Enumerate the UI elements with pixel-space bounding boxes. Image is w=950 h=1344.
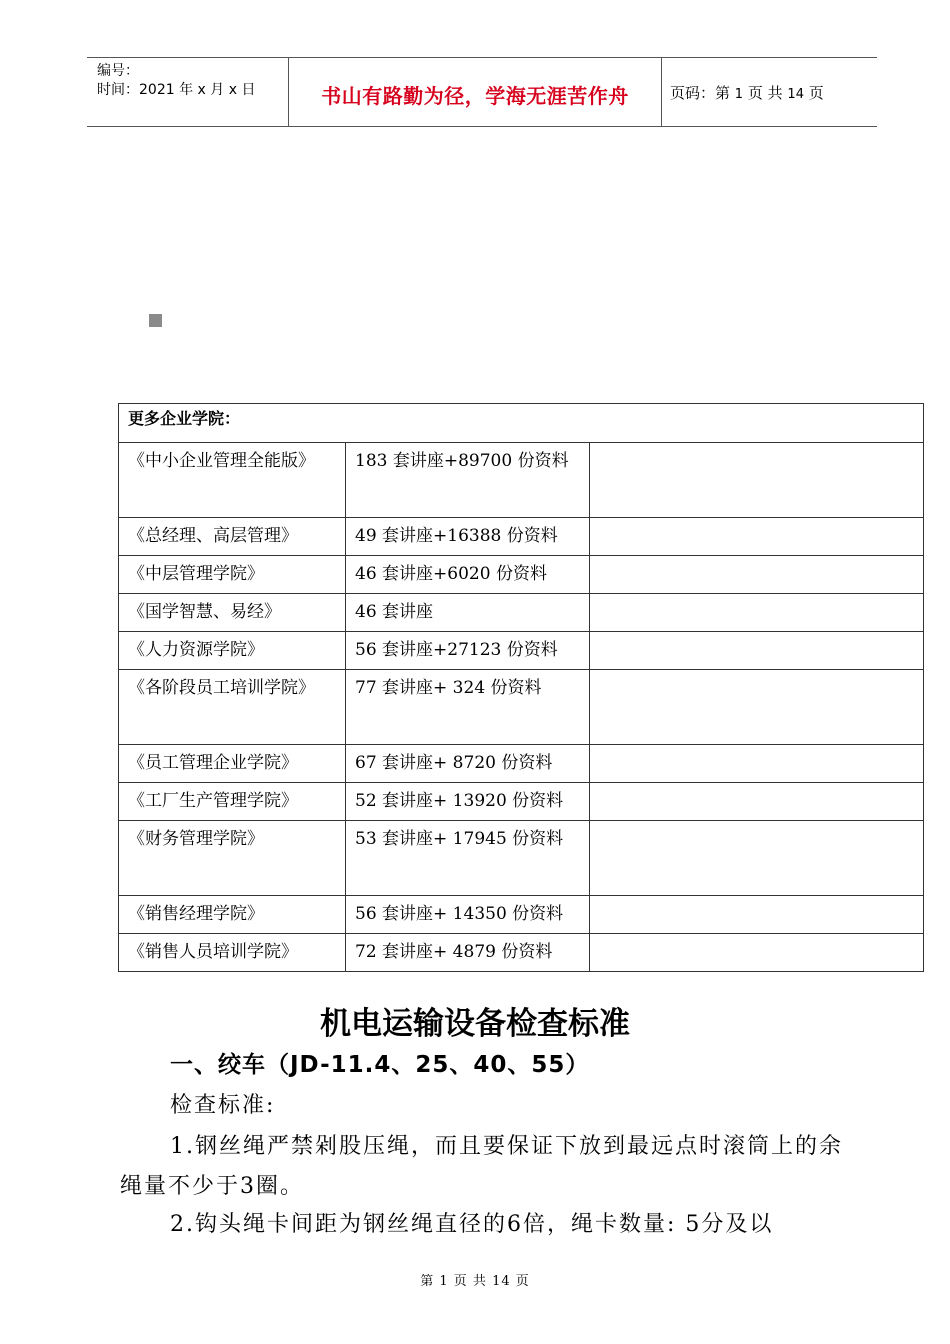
academy-name: 《各阶段员工培训学院》: [119, 670, 346, 745]
table-row: [119, 518, 924, 556]
table-row: [119, 745, 924, 783]
academy-extra: [590, 745, 924, 783]
document-title: 机电运输设备检查标准: [320, 1006, 630, 1042]
academy-extra: [590, 518, 924, 556]
page-total: 14: [787, 87, 804, 102]
academy-name: 《中小企业管理全能版》: [119, 443, 346, 518]
academy-name: 《销售经理学院》: [119, 896, 346, 934]
table-row: [119, 632, 924, 670]
table-row: [119, 821, 924, 896]
page-footer: [0, 1270, 950, 1289]
footer-current: 1: [439, 1274, 449, 1289]
page-header: [87, 57, 877, 127]
academy-name: 《人力资源学院》: [119, 632, 346, 670]
academy-content: 56 套讲座+27123 份资料: [346, 632, 590, 670]
standard-item-1: 1.钢丝绳严禁剁股压绳，而且要保证下放到最远点时滚筒上的余绳量不少于3圈。: [120, 1134, 843, 1199]
standard-item-2: 2.钩头绳卡间距为钢丝绳直径的6倍，绳卡数量: 5分及以: [170, 1212, 774, 1237]
page-current: 1: [734, 87, 744, 102]
footer-prefix: 第: [420, 1274, 435, 1289]
academy-content: 46 套讲座+6020 份资料: [346, 556, 590, 594]
academy-content: 52 套讲座+ 13920 份资料: [346, 783, 590, 821]
academy-extra: [590, 594, 924, 632]
table-row: [119, 443, 924, 518]
table-row: [119, 934, 924, 972]
page-mid: 页 共: [747, 84, 783, 102]
academy-content: 77 套讲座+ 324 份资料: [346, 670, 590, 745]
academy-content: 56 套讲座+ 14350 份资料: [346, 896, 590, 934]
header-divider: [661, 58, 662, 126]
table-row: [119, 594, 924, 632]
academy-extra: [590, 821, 924, 896]
header-meta: [97, 62, 255, 100]
date-label: 时间：2021 年 x 月 x 日: [97, 82, 256, 98]
academy-table: [118, 403, 924, 972]
academy-content: 183 套讲座+89700 份资料: [346, 443, 590, 518]
table-row: [119, 783, 924, 821]
academy-name: 《中层管理学院》: [119, 556, 346, 594]
header-motto: 书山有路勤为径，学海无涯苦作舟: [321, 84, 629, 108]
academy-content: 49 套讲座+16388 份资料: [346, 518, 590, 556]
academy-extra: [590, 670, 924, 745]
academy-name: 《国学智慧、易经》: [119, 594, 346, 632]
academy-table-title: 更多企业学院：: [119, 404, 924, 443]
page-suffix: 页: [808, 84, 824, 102]
academy-content: 67 套讲座+ 8720 份资料: [346, 745, 590, 783]
table-row: [119, 896, 924, 934]
academy-content: 46 套讲座: [346, 594, 590, 632]
square-bullet-icon: [149, 314, 162, 327]
academy-extra: [590, 632, 924, 670]
academy-name: 《财务管理学院》: [119, 821, 346, 896]
academy-name: 《工厂生产管理学院》: [119, 783, 346, 821]
academy-content: 53 套讲座+ 17945 份资料: [346, 821, 590, 896]
footer-total: 14: [492, 1274, 511, 1289]
academy-name: 《总经理、高层管理》: [119, 518, 346, 556]
section-heading: 一、绞车（JD-11.4、25、40、55）: [170, 1052, 590, 1078]
table-row: [119, 670, 924, 745]
academy-extra: [590, 934, 924, 972]
header-page-number: [670, 82, 824, 103]
footer-mid: 页 共: [453, 1274, 487, 1289]
academy-extra: [590, 896, 924, 934]
code-label: 编号：: [97, 63, 139, 79]
academy-extra: [590, 783, 924, 821]
footer-suffix: 页: [515, 1274, 530, 1289]
academy-extra: [590, 443, 924, 518]
academy-name: 《销售人员培训学院》: [119, 934, 346, 972]
table-row: [119, 556, 924, 594]
page-prefix: 页码：第: [670, 84, 731, 102]
standard-label: 检查标准:: [170, 1093, 276, 1118]
academy-content: 72 套讲座+ 4879 份资料: [346, 934, 590, 972]
academy-name: 《员工管理企业学院》: [119, 745, 346, 783]
academy-extra: [590, 556, 924, 594]
